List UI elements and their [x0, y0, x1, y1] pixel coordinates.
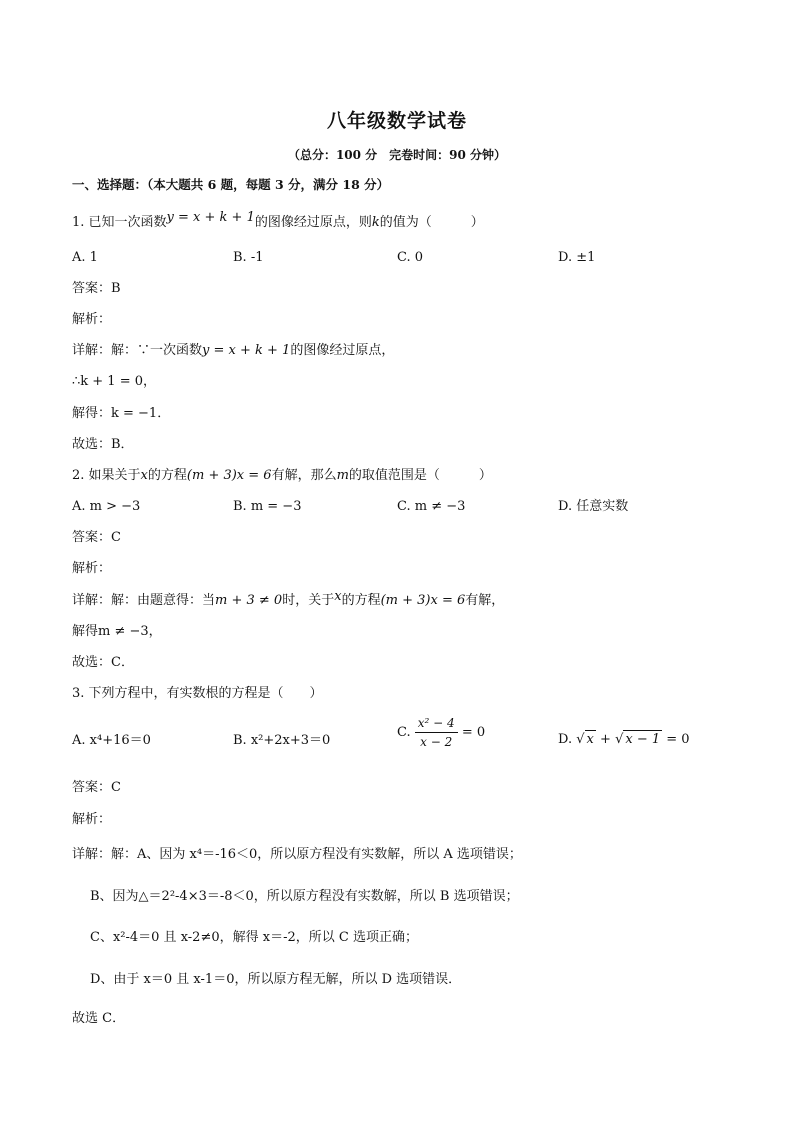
q1-choice: 故选：B．: [72, 437, 134, 452]
q2-analysis: 解析：: [72, 561, 112, 576]
q3-detail-c: C、x²-4＝0 且 x-2≠0，解得 x＝-2，所以 C 选项正确；: [90, 930, 418, 945]
q1-stem-expr: y = x + k + 1: [166, 210, 255, 225]
q3-choice: 故选 C．: [72, 1011, 126, 1026]
page-title: 八年级数学试卷: [326, 110, 467, 132]
sqrt-sign-icon: √: [576, 732, 585, 747]
q2-option-a: A. m > −3: [72, 499, 141, 514]
q1-option-a: A. 1: [72, 250, 98, 265]
q2-option-d: D. 任意实数: [558, 499, 629, 514]
q2-answer: 答案：C: [72, 530, 121, 545]
q3-detail-a: 详解：解：A、因为 x⁴＝-16＜0，所以原方程没有实数解，所以 A 选项错误；: [72, 847, 522, 862]
q2-step1: 解得m ≠ −3，: [72, 624, 162, 639]
q3-option-d: D. √ x + √ x − 1 = 0: [558, 732, 690, 747]
q3-option-c-fraction: $\frac{\text{x² − 4}}{x - 2}$: [415, 716, 458, 749]
q2-option-c: C. m ≠ −3: [397, 499, 466, 514]
page-subtitle: （总分：100 分 完卷时间：90 分钟）: [287, 148, 507, 162]
q3-analysis: 解析：: [72, 812, 112, 827]
q1-step2: 解得：k = −1．: [72, 406, 171, 421]
q3-stem: 3. 下列方程中，有实数根的方程是（ ）: [72, 686, 323, 701]
q1-option-b: B. -1: [233, 250, 264, 265]
q3-answer: 答案：C: [72, 780, 121, 795]
q1-detail: 详解：解：∵一次函数y = x + k + 1的图像经过原点，: [72, 343, 395, 358]
q1-analysis: 解析：: [72, 312, 112, 327]
q3-detail-b: B、因为△＝2²-4×3＝-8＜0，所以原方程没有实数解，所以 B 选项错误；: [90, 889, 519, 904]
q2-detail: 详解：解：由题意得：当m + 3 ≠ 0时，关于x的方程(m + 3)x = 6有解，: [72, 589, 505, 608]
q1-step1: ∴k + 1 = 0，: [72, 374, 157, 389]
q1-stem: 1. 已知一次函数y = x + k + 1的图像经过原点，则k的值为（ ）: [72, 210, 484, 230]
q1-answer: 答案：B: [72, 281, 121, 296]
sqrt-sign-icon: √: [615, 732, 624, 747]
q3-option-c: C. $\frac{\text{x² − 4}}{x - 2}$ = 0: [397, 716, 486, 749]
q1-option-d: D. ±1: [558, 250, 596, 265]
q1-option-c: C. 0: [397, 250, 424, 265]
q3-option-a: A. x⁴+16＝0: [72, 733, 151, 748]
q2-choice: 故选：C．: [72, 655, 134, 670]
q3-detail-d: D、由于 x＝0 且 x-1＝0，所以原方程无解，所以 D 选项错误．: [90, 972, 462, 987]
section-heading: 一、选择题：（本大题共 6 题，每题 3 分，满分 18 分）: [72, 177, 390, 192]
q3-option-b: B. x²+2x+3＝0: [233, 733, 331, 748]
q2-option-b: B. m = −3: [233, 499, 302, 514]
q2-stem: 2. 如果关于x的方程(m + 3)x = 6有解，那么m的取值范围是（ ）: [72, 468, 492, 483]
